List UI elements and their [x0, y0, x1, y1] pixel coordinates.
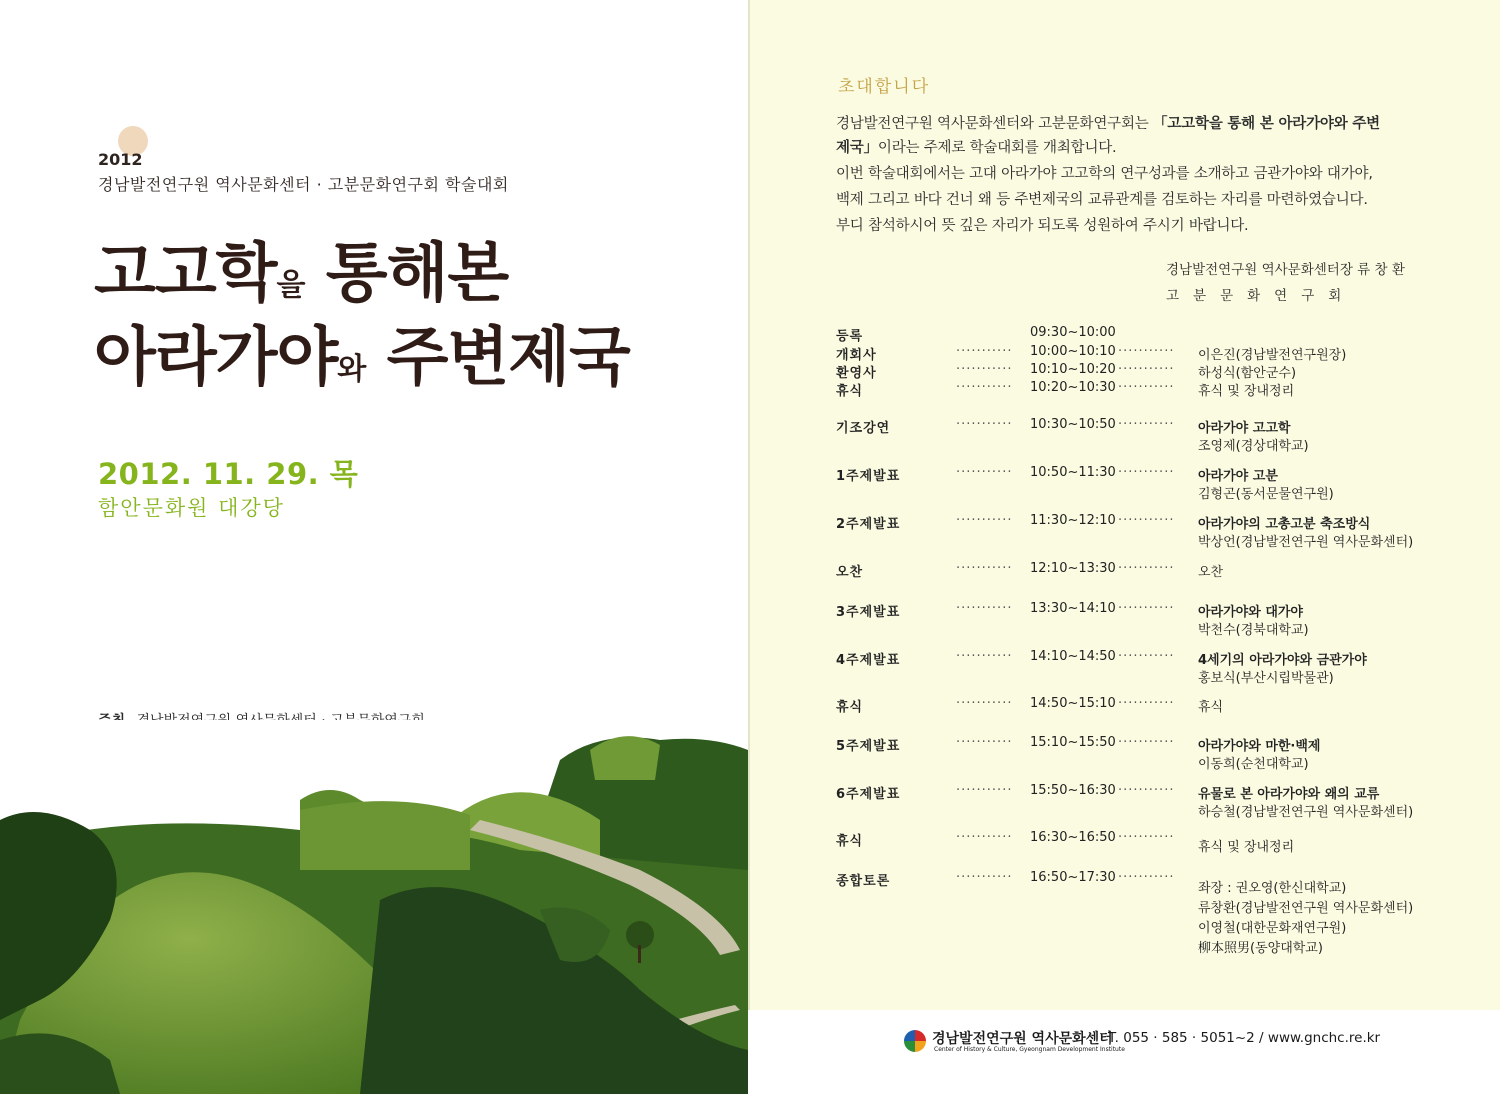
invitation-topic: 제국」 [836, 140, 878, 156]
leader-dots: ··········· [956, 417, 1013, 432]
leader-dots: ··········· [1118, 783, 1175, 798]
invitation-paragraph [836, 112, 1436, 133]
event-date: 2012. 11. 29. 목 [98, 457, 359, 491]
program-time: 10:30~10:50 [1030, 417, 1116, 432]
institute-logo-icon [904, 1030, 926, 1052]
footer-org-english: Center of History & Culture, Gyeongnam Development Institute [934, 1046, 1125, 1053]
title-word: 주변제국 [365, 321, 630, 395]
discussion-chair: 좌장 : 권오영(한신대학교) [1198, 881, 1347, 896]
program-speaker: 홍보식(부산시립박물관) [1198, 671, 1334, 686]
invitation-heading: 초대합니다 [838, 77, 931, 97]
leader-dots: ··········· [956, 513, 1013, 528]
program-speaker: 조영제(경상대학교) [1198, 439, 1309, 454]
leader-dots: ··········· [1118, 344, 1175, 359]
leader-dots: ··········· [1118, 735, 1175, 750]
cover-title-line1 [94, 222, 508, 314]
leader-dots: ··········· [1118, 513, 1175, 528]
program-speaker: 박천수(경북대학교) [1198, 623, 1309, 638]
program-label: 휴식 [836, 834, 864, 849]
program-label: 휴식 [836, 700, 864, 715]
leader-dots: ··········· [1118, 870, 1175, 885]
program-label: 휴식 [836, 384, 864, 399]
program-label: 2주제발표 [836, 517, 901, 532]
program-label: 1주제발표 [836, 469, 901, 484]
leader-dots: ··········· [1118, 601, 1175, 616]
cover-panel [0, 0, 748, 1094]
program-time: 15:10~15:50 [1030, 735, 1116, 750]
program-label: 종합토론 [836, 874, 891, 889]
title-word: 아라가야 [94, 321, 338, 395]
leader-dots: ··········· [956, 561, 1013, 576]
program-time: 14:50~15:10 [1030, 696, 1116, 711]
leader-dots: ··········· [1118, 696, 1175, 711]
program-time: 10:10~10:20 [1030, 362, 1116, 377]
footer-org-name: 경남발전연구원 역사문화센터 [932, 1031, 1113, 1047]
discussion-panelist: 柳本照男(동양대학교) [1198, 941, 1323, 956]
panel-divider [748, 0, 750, 1094]
invitation-paragraph: 이번 학술대회에서는 고대 아라가야 고고학의 연구성과를 소개하고 금관가야와 대가야, [836, 166, 1373, 182]
program-time: 09:30~10:00 [1030, 325, 1116, 340]
program-time: 13:30~14:10 [1030, 601, 1116, 616]
cover-organizer-line: 경남발전연구원 역사문화센터 · 고분문화연구회 학술대회 [98, 175, 509, 194]
program-desc: 하성식(함안군수) [1198, 366, 1297, 381]
leader-dots: ··········· [956, 735, 1013, 750]
leader-dots: ··········· [956, 649, 1013, 664]
title-word: 고고학 [94, 237, 277, 311]
leader-dots: ··········· [1118, 417, 1175, 432]
cover-year: 2012 [98, 150, 143, 169]
program-desc: 이은진(경남발전연구원장) [1198, 348, 1347, 363]
program-speaker: 김형곤(동서문물연구원) [1198, 487, 1334, 502]
program-time: 15:50~16:30 [1030, 783, 1116, 798]
title-particle: 을 [276, 268, 305, 303]
program-label: 개회사 [836, 348, 877, 363]
program-label: 3주제발표 [836, 605, 901, 620]
invitation-topic: 「고고학을 통해 본 아라가야와 주변 [1152, 116, 1380, 132]
leader-dots: ··········· [1118, 561, 1175, 576]
program-desc: 아라가야의 고총고분 축조방식 [1198, 517, 1371, 532]
program-label: 오찬 [836, 565, 864, 580]
program-desc: 휴식 및 장내정리 [1198, 840, 1295, 855]
program-time: 11:30~12:10 [1030, 513, 1116, 528]
program-time: 10:50~11:30 [1030, 465, 1116, 480]
leader-dots: ··········· [956, 362, 1013, 377]
program-time: 14:10~14:50 [1030, 649, 1116, 664]
cover-title-line2 [94, 306, 630, 398]
invitation-text: 이라는 주제로 학술대회를 개최합니다. [877, 140, 1117, 156]
leader-dots: ··········· [1118, 830, 1175, 845]
program-label: 등록 [836, 329, 864, 344]
signer-director: 경남발전연구원 역사문화센터장 류 창 환 [1166, 262, 1405, 278]
leader-dots: ··········· [956, 344, 1013, 359]
leader-dots: ··········· [956, 465, 1013, 480]
program-desc: 유물로 본 아라가야와 왜의 교류 [1198, 787, 1380, 802]
tumuli-landscape-photo [0, 720, 748, 1094]
program-label: 4주제발표 [836, 653, 901, 668]
leader-dots: ··········· [956, 380, 1013, 395]
program-label: 5주제발표 [836, 739, 901, 754]
program-desc: 휴식 및 장내정리 [1198, 384, 1295, 399]
program-time: 10:20~10:30 [1030, 380, 1116, 395]
program-time: 16:30~16:50 [1030, 830, 1116, 845]
program-desc: 아라가야 고분 [1198, 469, 1278, 484]
program-time: 16:50~17:30 [1030, 870, 1116, 885]
invitation-paragraph: 부디 참석하시어 뜻 깊은 자리가 되도록 성원하여 주시기 바랍니다. [836, 218, 1249, 234]
leader-dots: ··········· [956, 696, 1013, 711]
leader-dots: ··········· [956, 830, 1013, 845]
leader-dots: ··········· [1118, 649, 1175, 664]
signer-society: 고분문화연구회 [1166, 288, 1356, 304]
discussion-panelist: 류창환(경남발전연구원 역사문화센터) [1198, 901, 1414, 916]
footer-contact: T. 055 · 585 · 5051~2 / www.gnchc.re.kr [1108, 1030, 1381, 1046]
program-speaker: 박상언(경남발전연구원 역사문화센터) [1198, 535, 1414, 550]
discussion-panelist: 이영철(대한문화재연구원) [1198, 921, 1347, 936]
footer [748, 1010, 1500, 1094]
program-label: 6주제발표 [836, 787, 901, 802]
program-desc: 오찬 [1198, 565, 1224, 580]
leader-dots: ··········· [956, 870, 1013, 885]
leader-dots: ··········· [1118, 362, 1175, 377]
program-desc: 아라가야와 마한·백제 [1198, 739, 1321, 754]
program-desc: 아라가야 고고학 [1198, 421, 1291, 436]
event-venue: 함안문화원 대강당 [98, 496, 285, 520]
invitation-paragraph: 백제 그리고 바다 건너 왜 등 주변제국의 교류관계를 검토하는 자리를 마련하였습니다. [836, 192, 1368, 208]
title-particle: 와 [337, 352, 366, 387]
invitation-paragraph [836, 136, 1436, 157]
program-panel [748, 0, 1500, 1094]
title-word: 통해본 [304, 237, 509, 311]
program-time: 10:00~10:10 [1030, 344, 1116, 359]
leader-dots: ··········· [956, 783, 1013, 798]
leader-dots: ··········· [956, 601, 1013, 616]
program-label: 환영사 [836, 366, 877, 381]
program-speaker: 이동희(순천대학교) [1198, 757, 1309, 772]
program-speaker: 하승철(경남발전연구원 역사문화센터) [1198, 805, 1414, 820]
leader-dots: ··········· [1118, 465, 1175, 480]
program-desc: 4세기의 아라가야와 금관가야 [1198, 653, 1367, 668]
program-label: 기조강연 [836, 421, 891, 436]
program-desc: 아라가야와 대가야 [1198, 605, 1303, 620]
leader-dots: ··········· [1118, 380, 1175, 395]
program-desc: 휴식 [1198, 700, 1224, 715]
invitation-text: 경남발전연구원 역사문화센터와 고분문화연구회는 [836, 116, 1153, 132]
program-time: 12:10~13:30 [1030, 561, 1116, 576]
